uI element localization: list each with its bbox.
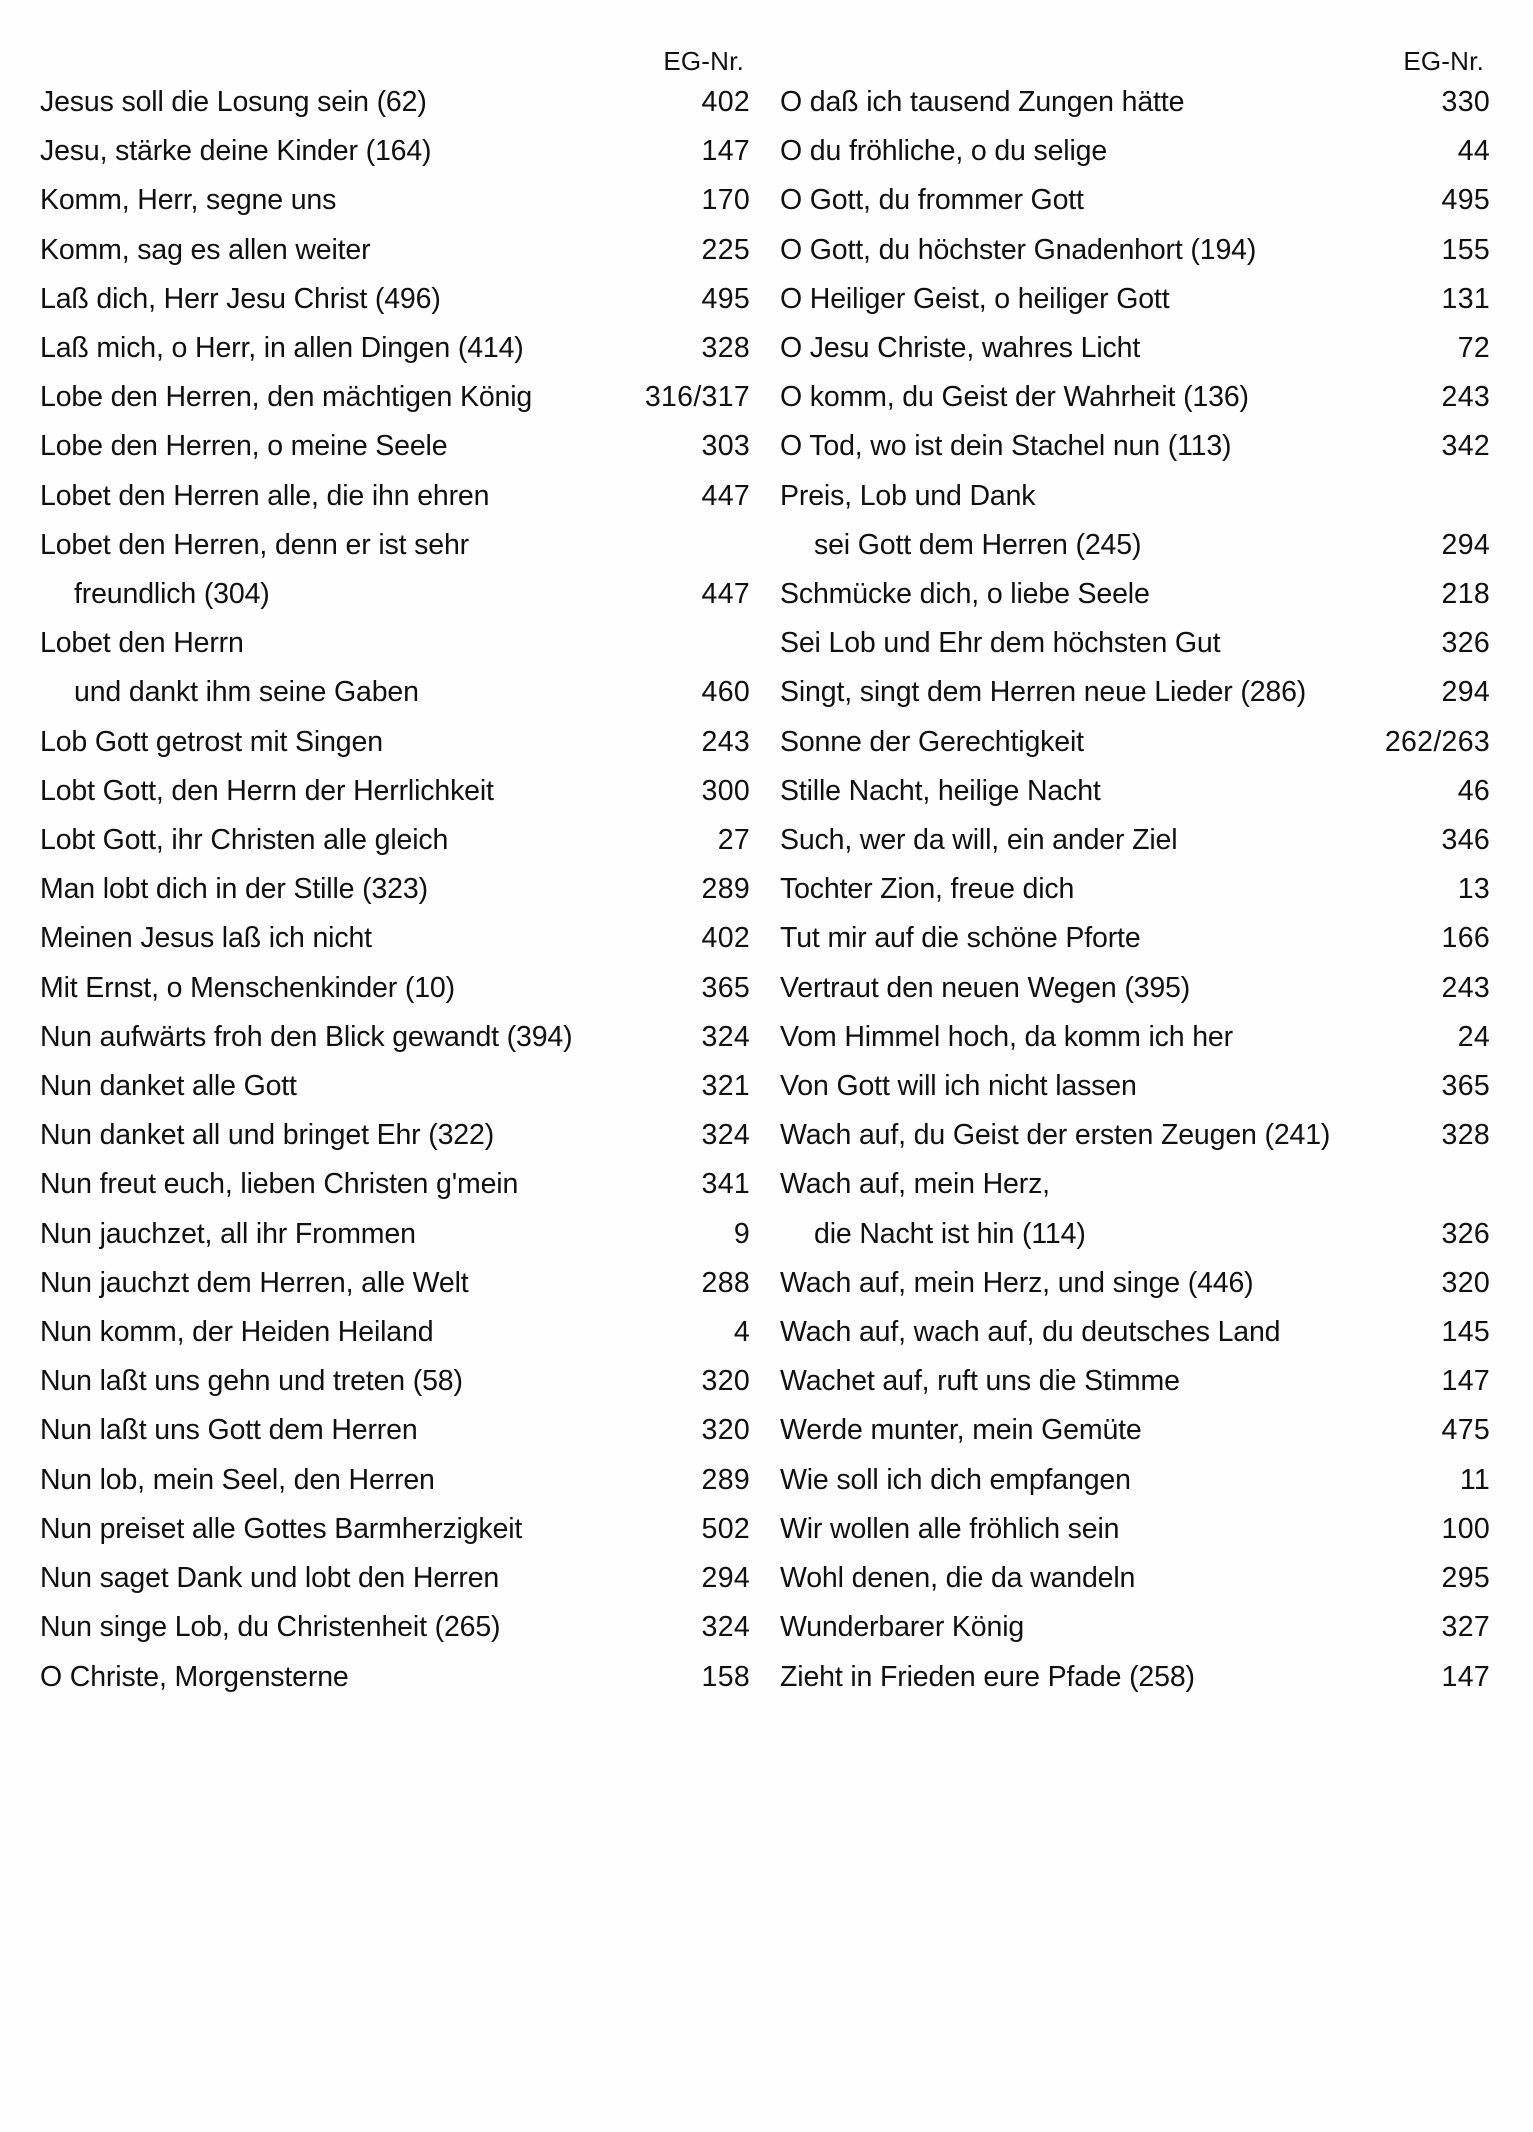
dot-leader	[1148, 329, 1402, 358]
dot-leader	[1177, 279, 1402, 308]
entry-page-number: 365	[1441, 1070, 1490, 1103]
index-entry	[40, 226, 750, 275]
entry-title: Von Gott will ich nicht lassen	[780, 1070, 1137, 1103]
entry-page-number: 4	[733, 1316, 750, 1349]
index-entry	[780, 1653, 1490, 1702]
index-entry	[40, 1160, 750, 1209]
index-entry	[40, 176, 750, 225]
index-entry	[40, 767, 750, 816]
index-entry	[780, 472, 1490, 521]
entry-title: die Nacht ist hin (114)	[814, 1217, 1086, 1250]
dot-leader	[378, 230, 662, 259]
entry-title: O daß ich tausend Zungen hätte	[780, 86, 1185, 118]
entry-page-number: 330	[1441, 86, 1490, 118]
entry-page-number: 243	[1441, 381, 1490, 414]
index-entry	[780, 1554, 1490, 1603]
dot-leader	[497, 476, 662, 505]
entry-title: Nun aufwärts froh den Blick gewandt (394)	[40, 1020, 573, 1053]
dot-leader	[502, 1116, 662, 1145]
dot-leader	[1058, 1165, 1490, 1194]
entry-title: Nun freut euch, lieben Christen g'mein	[40, 1168, 519, 1201]
entry-title: Lobt Gott, ihr Christen alle gleich	[40, 824, 449, 857]
entry-title: Nun komm, der Heiden Heiland	[40, 1316, 434, 1349]
index-entry	[780, 275, 1490, 324]
entry-page-number: 402	[701, 922, 750, 955]
index-entry	[40, 1505, 750, 1554]
index-entry	[780, 570, 1490, 619]
entry-title: Wach auf, du Geist der ersten Zeugen (241)	[780, 1119, 1331, 1152]
entry-title: sei Gott dem Herren (245)	[814, 528, 1142, 561]
index-entry	[40, 865, 750, 914]
index-entry	[780, 1210, 1490, 1259]
entry-title: Lob Gott getrost mit Singen	[40, 725, 383, 758]
entry-page-number: 166	[1441, 922, 1490, 955]
entry-title: Nun lob, mein Seel, den Herren	[40, 1463, 435, 1496]
entry-page-number: 324	[701, 1611, 750, 1644]
entry-title: Werde munter, mein Gemüte	[780, 1414, 1142, 1447]
entry-page-number: 460	[701, 676, 750, 709]
index-entry	[40, 1259, 750, 1308]
index-entry	[40, 1554, 750, 1603]
index-entry	[780, 1406, 1490, 1455]
entry-title: Mit Ernst, o Menschenkinder (10)	[40, 971, 455, 1004]
dot-leader	[1158, 575, 1402, 604]
entry-title: O Jesu Christe, wahres Licht	[780, 332, 1141, 365]
entry-title: Tochter Zion, freue dich	[780, 873, 1075, 906]
dot-leader	[305, 1067, 662, 1096]
entry-page-number: 24	[1457, 1020, 1490, 1053]
entry-page-number: 365	[701, 971, 750, 1004]
dot-leader	[443, 1460, 662, 1489]
entry-title: Jesu, stärke deine Kinder (164)	[40, 135, 432, 168]
entry-title: Komm, Herr, segne uns	[40, 184, 337, 217]
entry-title: Vertraut den neuen Wegen (395)	[780, 971, 1191, 1004]
dot-leader	[1239, 427, 1402, 456]
index-entry	[40, 1456, 750, 1505]
entry-page-number: 328	[701, 332, 750, 365]
entry-page-number: 495	[1441, 184, 1490, 217]
entry-title: Lobet den Herrn	[40, 627, 244, 660]
index-entry	[780, 865, 1490, 914]
entry-page-number: 13	[1457, 873, 1490, 906]
dot-leader	[1082, 870, 1402, 899]
index-entry	[40, 1111, 750, 1160]
dot-leader	[1264, 230, 1402, 259]
index-entry	[780, 78, 1490, 127]
entry-page-number: 327	[1441, 1611, 1490, 1644]
dot-leader	[1192, 83, 1402, 112]
entry-title: Lobe den Herren, o meine Seele	[40, 430, 448, 463]
index-entry	[780, 767, 1490, 816]
dot-leader	[1092, 181, 1402, 210]
entry-list-right	[780, 78, 1490, 1702]
dot-leader	[1288, 1313, 1402, 1342]
entry-page-number: 402	[701, 86, 750, 118]
entry-page-number: 320	[701, 1414, 750, 1447]
entry-title: Wie soll ich dich empfangen	[780, 1463, 1131, 1496]
entry-title: Wachet auf, ruft uns die Stimme	[780, 1365, 1180, 1398]
index-entry	[40, 1013, 750, 1062]
entry-page-number: 11	[1459, 1463, 1490, 1496]
entry-page-number: 72	[1457, 332, 1490, 365]
entry-title: O Tod, wo ist dein Stachel nun (113)	[780, 430, 1232, 463]
dot-leader	[1149, 919, 1402, 948]
dot-leader	[1043, 476, 1490, 505]
entry-page-number: 147	[1441, 1365, 1490, 1398]
dot-leader	[508, 1608, 662, 1637]
entry-title: Lobt Gott, den Herrn der Herrlichkeit	[40, 774, 494, 807]
entry-page-number: 328	[1441, 1119, 1490, 1152]
entry-title: Nun jauchzt dem Herren, alle Welt	[40, 1266, 469, 1299]
entry-page-number: 326	[1441, 627, 1490, 660]
dot-leader	[1188, 1362, 1402, 1391]
entry-title: Komm, sag es allen weiter	[40, 233, 371, 266]
entry-page-number: 131	[1441, 282, 1490, 315]
entry-page-number: 475	[1441, 1414, 1490, 1447]
entry-page-number: 342	[1441, 430, 1490, 463]
index-entry	[40, 472, 750, 521]
entry-title: Lobe den Herren, den mächtigen König	[40, 381, 533, 414]
entry-page-number: 44	[1457, 135, 1490, 168]
dot-leader	[463, 968, 662, 997]
index-entry	[40, 78, 750, 127]
index-entry	[780, 718, 1490, 767]
entry-title: O du fröhliche, o du selige	[780, 135, 1108, 168]
index-entry	[780, 1505, 1490, 1554]
entry-page-number: 147	[1441, 1660, 1490, 1693]
entry-page-number: 346	[1441, 824, 1490, 857]
dot-leader	[439, 132, 662, 161]
index-column-left	[40, 46, 750, 1702]
entry-page-number: 502	[701, 1512, 750, 1545]
entry-title: Preis, Lob und Dank	[780, 479, 1036, 512]
index-entry	[780, 1111, 1490, 1160]
dot-leader	[344, 181, 662, 210]
column-header-eg-nr-left: EG-Nr.	[663, 46, 744, 76]
dot-leader	[424, 1214, 662, 1243]
entry-page-number: 447	[701, 578, 750, 611]
entry-page-number: 145	[1441, 1316, 1490, 1349]
entry-title: Tut mir auf die schöne Pforte	[780, 922, 1141, 955]
index-entry	[780, 1357, 1490, 1406]
index-entry	[40, 964, 750, 1013]
dot-leader	[426, 1411, 662, 1440]
column-header-eg-nr-right: EG-Nr.	[1403, 46, 1484, 76]
index-entry	[40, 1603, 750, 1652]
entry-page-number: 9	[733, 1217, 750, 1250]
index-entry	[780, 964, 1490, 1013]
index-entry	[40, 324, 750, 373]
entry-title: Sonne der Gerechtigkeit	[780, 725, 1084, 758]
entry-title: Nun jauchzet, all ihr Frommen	[40, 1217, 416, 1250]
dot-leader	[471, 1362, 662, 1391]
entry-title: Wunderbarer König	[780, 1611, 1025, 1644]
dot-leader	[1338, 1116, 1402, 1145]
dot-leader	[449, 279, 662, 308]
two-column-index	[40, 46, 1500, 1702]
entry-title: Laß mich, o Herr, in allen Dingen (414)	[40, 332, 524, 365]
index-entry	[40, 373, 750, 422]
index-entry	[780, 816, 1490, 865]
index-entry	[780, 176, 1490, 225]
entry-page-number: 324	[701, 1119, 750, 1152]
index-entry	[780, 1160, 1490, 1209]
entry-title: Man lobt dich in der Stille (323)	[40, 873, 428, 906]
entry-page-number: 320	[1441, 1266, 1490, 1299]
index-entry	[40, 570, 750, 619]
entry-title: Nun saget Dank und lobt den Herren	[40, 1562, 500, 1595]
index-entry	[40, 422, 750, 471]
entry-page-number: 147	[701, 135, 750, 168]
entry-title: O Christe, Morgensterne	[40, 1660, 349, 1693]
dot-leader	[580, 1017, 662, 1046]
entry-page-number: 303	[701, 430, 750, 463]
dot-leader	[502, 771, 662, 800]
index-entry	[780, 1062, 1490, 1111]
dot-leader	[477, 525, 750, 554]
entry-page-number: 288	[701, 1266, 750, 1299]
entry-page-number: 326	[1441, 1217, 1490, 1250]
index-entry	[40, 1210, 750, 1259]
entry-title: Sei Lob und Ehr dem höchsten Gut	[780, 627, 1221, 660]
dot-leader	[278, 575, 662, 604]
entry-title: Laß dich, Herr Jesu Christ (496)	[40, 282, 441, 315]
index-entry	[40, 1062, 750, 1111]
entry-title: Singt, singt dem Herren neue Lieder (286)	[780, 676, 1307, 709]
entry-page-number: 243	[701, 725, 750, 758]
entry-page-number: 243	[1441, 971, 1490, 1004]
index-entry	[780, 226, 1490, 275]
entry-page-number: 46	[1457, 774, 1490, 807]
entry-page-number: 300	[701, 774, 750, 807]
dot-leader	[526, 1165, 662, 1194]
index-entry	[40, 1357, 750, 1406]
entry-title: Wach auf, mein Herz,	[780, 1168, 1050, 1201]
dot-leader	[532, 329, 662, 358]
dot-leader	[540, 378, 608, 407]
dot-leader	[441, 1313, 662, 1342]
entry-page-number: 294	[1441, 528, 1490, 561]
entry-page-number: 295	[1441, 1562, 1490, 1595]
dot-leader	[1203, 1657, 1402, 1686]
dot-leader	[1109, 771, 1402, 800]
dot-leader	[1150, 1411, 1402, 1440]
index-entry	[780, 1013, 1490, 1062]
index-entry	[40, 1308, 750, 1357]
entry-title: Vom Himmel hoch, da komm ich her	[780, 1020, 1233, 1053]
index-entry	[40, 816, 750, 865]
index-entry	[780, 914, 1490, 963]
dot-leader	[477, 1263, 662, 1292]
dot-leader	[1127, 1509, 1402, 1538]
dot-leader	[1145, 1067, 1402, 1096]
dot-leader	[530, 1509, 662, 1538]
entry-title: Such, wer da will, ein ander Ziel	[780, 824, 1178, 857]
entry-page-number: 289	[701, 1463, 750, 1496]
entry-title: Zieht in Frieden eure Pfade (258)	[780, 1660, 1195, 1693]
dot-leader	[455, 427, 662, 456]
dot-leader	[1143, 1559, 1402, 1588]
entry-title: Nun danket all und bringet Ehr (322)	[40, 1119, 495, 1152]
dot-leader	[1314, 673, 1402, 702]
entry-title: Nun laßt uns gehn und treten (58)	[40, 1365, 463, 1398]
entry-title: freundlich (304)	[74, 578, 270, 611]
dot-leader	[380, 919, 662, 948]
entry-page-number: 316/317	[644, 381, 750, 414]
index-entry	[780, 127, 1490, 176]
index-entry	[40, 668, 750, 717]
index-entry	[40, 275, 750, 324]
entry-page-number: 289	[701, 873, 750, 906]
entry-page-number: 321	[701, 1070, 750, 1103]
dot-leader	[1149, 525, 1402, 554]
entry-title: Meinen Jesus laß ich nicht	[40, 922, 372, 955]
index-entry	[40, 914, 750, 963]
index-entry	[780, 619, 1490, 668]
entry-title: Lobet den Herren alle, die ihn ehren	[40, 479, 490, 512]
entry-page-number: 341	[701, 1168, 750, 1201]
dot-leader	[1115, 132, 1402, 161]
dot-leader	[435, 83, 662, 112]
dot-leader	[1032, 1608, 1402, 1637]
entry-title: Wach auf, wach auf, du deutsches Land	[780, 1316, 1281, 1349]
entry-page-number: 218	[1441, 578, 1490, 611]
entry-title: Wir wollen alle fröhlich sein	[780, 1512, 1120, 1545]
entry-page-number: 225	[701, 233, 750, 266]
dot-leader	[436, 870, 662, 899]
index-entry	[780, 521, 1490, 570]
entry-title: Nun laßt uns Gott dem Herren	[40, 1414, 418, 1447]
entry-page-number: 447	[701, 479, 750, 512]
entry-title: Wach auf, mein Herz, und singe (446)	[780, 1266, 1254, 1299]
dot-leader	[1198, 968, 1402, 997]
entry-title: und dankt ihm seine Gaben	[74, 676, 419, 709]
index-column-right	[780, 46, 1490, 1702]
dot-leader	[357, 1657, 662, 1686]
entry-page-number: 170	[701, 184, 750, 217]
dot-leader	[1257, 378, 1402, 407]
entry-title: Nun singe Lob, du Christenheit (265)	[40, 1611, 501, 1644]
entry-title: O komm, du Geist der Wahrheit (136)	[780, 381, 1249, 414]
entry-title: O Gott, du frommer Gott	[780, 184, 1084, 217]
entry-list-left	[40, 78, 750, 1702]
entry-title: Schmücke dich, o liebe Seele	[780, 578, 1150, 611]
dot-leader	[1262, 1263, 1402, 1292]
index-entry	[780, 1259, 1490, 1308]
entry-title: Jesus soll die Losung sein (62)	[40, 86, 427, 118]
entry-page-number: 324	[701, 1020, 750, 1053]
dot-leader	[1228, 624, 1402, 653]
dot-leader	[427, 673, 662, 702]
index-entry	[40, 1406, 750, 1455]
index-entry	[40, 127, 750, 176]
index-entry	[780, 1456, 1490, 1505]
index-entry	[780, 668, 1490, 717]
entry-page-number: 294	[701, 1562, 750, 1595]
dot-leader	[456, 821, 662, 850]
dot-leader	[1139, 1460, 1402, 1489]
entry-page-number: 294	[1441, 676, 1490, 709]
entry-page-number: 262/263	[1384, 725, 1490, 758]
index-entry	[780, 373, 1490, 422]
entry-page-number: 320	[701, 1365, 750, 1398]
entry-page-number: 27	[717, 824, 750, 857]
entry-title: O Heiliger Geist, o heiliger Gott	[780, 282, 1170, 315]
index-entry	[40, 521, 750, 570]
entry-title: Lobet den Herren, denn er ist sehr	[40, 528, 469, 561]
index-entry	[780, 324, 1490, 373]
entry-page-number: 100	[1441, 1512, 1490, 1545]
index-entry	[780, 1308, 1490, 1357]
index-entry	[780, 1603, 1490, 1652]
entry-title: Nun preiset alle Gottes Barmherzigkeit	[40, 1512, 523, 1545]
dot-leader	[507, 1559, 662, 1588]
entry-title: Wohl denen, die da wandeln	[780, 1562, 1136, 1595]
dot-leader	[1094, 1214, 1402, 1243]
entry-page-number: 495	[701, 282, 750, 315]
dot-leader	[1241, 1017, 1402, 1046]
index-entry	[40, 619, 750, 668]
dot-leader	[1185, 821, 1402, 850]
dot-leader	[1092, 722, 1348, 751]
dot-leader	[252, 624, 750, 653]
index-entry	[40, 1653, 750, 1702]
entry-title: O Gott, du höchster Gnadenhort (194)	[780, 233, 1257, 266]
entry-page-number: 158	[701, 1660, 750, 1693]
entry-title: Stille Nacht, heilige Nacht	[780, 774, 1101, 807]
index-entry	[780, 422, 1490, 471]
entry-title: Nun danket alle Gott	[40, 1070, 297, 1103]
index-entry	[40, 718, 750, 767]
dot-leader	[391, 722, 662, 751]
entry-page-number: 155	[1441, 233, 1490, 266]
